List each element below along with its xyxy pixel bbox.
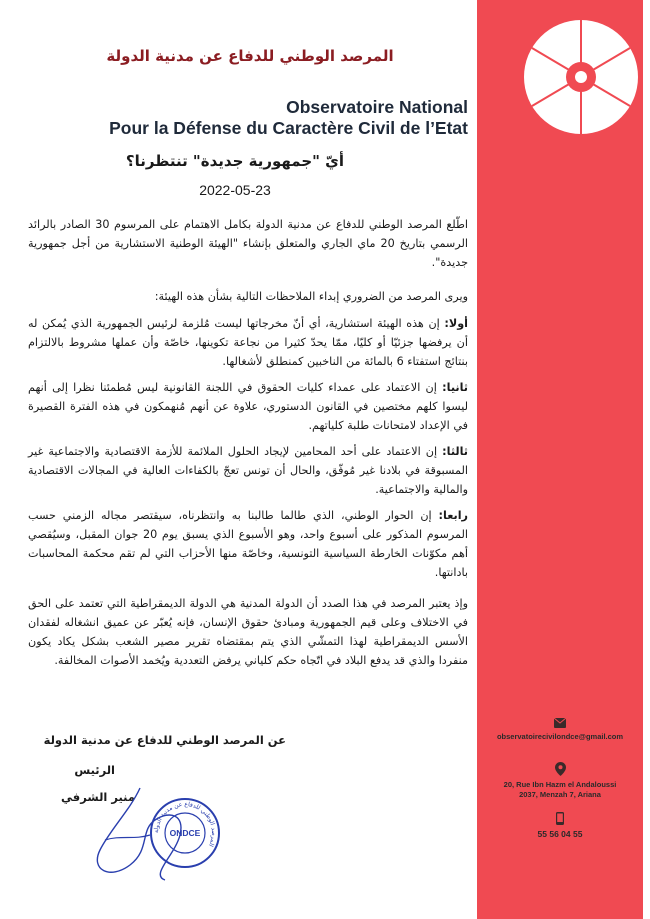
point-label: ثانيا: xyxy=(442,381,468,394)
logo-icon xyxy=(522,18,640,136)
stamp-text: ONDCE xyxy=(169,828,201,838)
stamp-ring-text: المرصد الوطني للدفاع عن مدنية الدولة xyxy=(152,800,218,848)
point-2 xyxy=(28,378,468,435)
point-4 xyxy=(28,506,468,582)
signature-on-behalf: عن المرصد الوطني للدفاع عن مدنية الدولة xyxy=(43,733,286,747)
location-pin-icon xyxy=(555,762,566,776)
header-arabic-name: المرصد الوطني للدفاع عن مدنية الدولة xyxy=(106,47,394,65)
official-stamp xyxy=(149,797,221,869)
address-contact xyxy=(482,762,638,800)
address-line1: 20, Rue Ibn Hazm el Andaloussi xyxy=(503,780,617,789)
point-1 xyxy=(28,314,468,371)
address-line2: 2037, Menzah 7, Ariana xyxy=(519,790,601,800)
intro-paragraph: اطّلع المرصد الوطني للدفاع عن مدنية الدولة بكامل الاهتمام على المرسوم 30 الصادر بالرائد الرسمي بتاريخ 20 ماي الجاري والمتعلق بإنشاء "الهيئة الوطنية الاستشارية من أجل جمهورية جديدة". xyxy=(28,218,468,269)
point-text: إن هذه الهيئة استشارية، أي أنّ مخرجاتها ليست مُلزمة لرئيس الجمهورية الذي يُمكن له أن يرفضها جزئيّا أو كليّا، ممّا يحدّ كثيرا من نجاعة تكوينها، خاصّة وأن عملها مشروط بالالتزام بنتائج استفتاء 6 بالمائة من الناخبين كمنطلق لأشغالها. xyxy=(28,317,468,368)
phone-icon xyxy=(556,812,564,825)
point-label: أولا: xyxy=(444,317,468,330)
point-text: إن الحوار الوطني، الذي طالما طالبنا به وانتظرناه، سيقتصر مجاله الزمني حسب المرسوم المذكور على أسبوع واحد، وهو الأسبوع الذي يسبق يوم 20 جوان المقبل، وسيُقصي أهم مكوّنات الخارطة السياسية التونسية، وخاصّة منها الأحزاب التي لم تقم محكمة المحاسبات بادانتها. xyxy=(28,509,468,579)
document-date: 2022-05-23 xyxy=(199,182,271,198)
header-french-line2: Pour la Défense du Caractère Civil de l’Etat xyxy=(109,118,468,138)
point-label: ثالثا: xyxy=(442,445,468,458)
email-text: observatoirecivilondce@gmail.com xyxy=(496,732,624,741)
point-text: إن الاعتماد على أحد المحامين لإيجاد الحلول الملائمة للأزمة الاقتصادية والاجتماعية غير المسبوقة في بلادنا غير مُوفّق، والحال أن تونس تعجّ بالكفاءات العالية في المجالات الاقتصادية والمالية والاجتماعية. xyxy=(28,445,468,496)
remarks-intro: ويرى المرصد من الضروري إبداء الملاحظات التالية بشأن هذه الهيئة: xyxy=(154,290,468,303)
header-french-line1: Observatoire National xyxy=(286,97,468,117)
point-label: رابعا: xyxy=(438,509,468,522)
email-icon xyxy=(554,718,566,728)
point-3 xyxy=(28,442,468,499)
phone-contact xyxy=(482,812,638,840)
phone-text: 55 56 04 55 xyxy=(537,829,583,839)
point-text: إن الاعتماد على عمداء كليات الحقوق في اللجنة القانونية ليس مُطمئنا نظرا إلى أنهم ليسوا كلهم مختصين في القانون الدستوري، علاوة عن أنهم مُنهمكون في هذه الفترة القصيرة في الإعداد لامتحانات طلبة كلياتهم. xyxy=(28,381,468,432)
email-contact xyxy=(482,718,638,742)
conclusion-paragraph: وإذ يعتبر المرصد في هذا الصدد أن الدولة المدنية هي الدولة الديمقراطية التي تعتمد على الحق في الاختلاف وعلى قيم الجمهورية ومبادئ حقوق الإنسان، فإنه يُعبّر عن عميق انشغاله لفقدان الأسس الديمقراطية لهذا التمشّي الذي يتم بمقتضاه تقرير مصير الشعب بشكل يكاد يكون منفردا والذي قد يدفع البلاد في اتّجاه حكم كلياني يرفض التعددية ويُخمد الأصوات المخالفة. xyxy=(28,597,468,667)
signature-name: منير الشرفي xyxy=(61,790,135,804)
signature-role: الرئيس xyxy=(74,763,115,777)
document-title: أيّ "جمهورية جديدة" تنتظرنا؟ xyxy=(125,152,345,170)
